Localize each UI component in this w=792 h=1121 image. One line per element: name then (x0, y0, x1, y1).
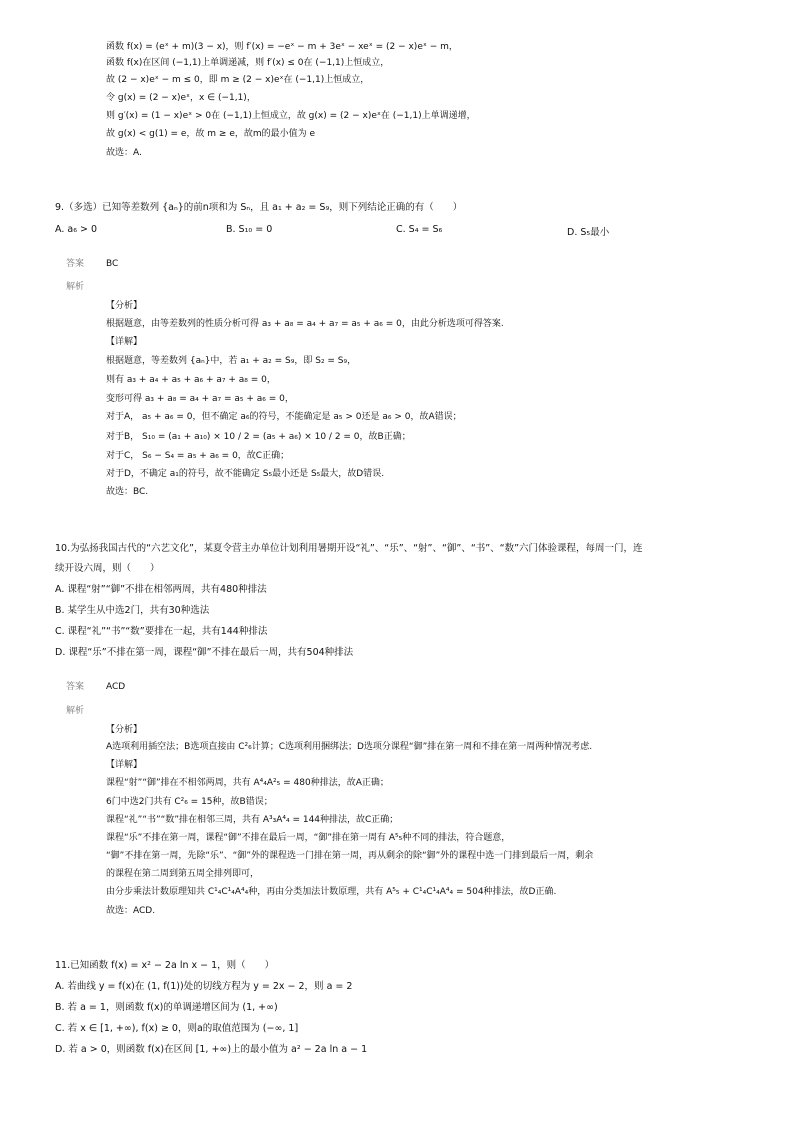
question-9-stem: 9.（多选）已知等差数列 {aₙ}的前n项和为 Sₙ，且 a₁ + a₂ = S₉，则下列结论正确的有（ ） (55, 202, 463, 213)
question-10-option-d: D. 课程“乐”不排在第一周，课程“御”不排在最后一周，共有504种排法 (55, 647, 354, 658)
prelude-line: 函数 f(x)在区间 (−1,1)上单调递减，则 f′(x) ≤ 0在 (−1,1)上恒成立， (106, 58, 390, 68)
solution-line: 故选：BC. (106, 487, 149, 497)
solution-line: 根据题意，由等差数列的性质分析可得 a₃ + a₈ = a₄ + a₇ = a₅ + a₆ = 0，由此分析选项可得答案. (106, 319, 504, 329)
solution-line: “御”不排在第一周，先除“乐”、“御”外的课程选一门排在第一周，再从剩余的除“御”外的课程中选一门排到最后一周，剩余 (106, 851, 594, 861)
question-10-answer: ACD (106, 682, 126, 692)
solution-line: 【详解】 (106, 760, 143, 770)
solution-line: 故选：ACD. (106, 906, 156, 916)
question-10-stem-cont: 续开设六周，则（ ） (55, 563, 160, 574)
question-9-option-c: C. S₄ = S₆ (396, 224, 443, 235)
question-11-option-d: D. 若 a > 0，则函数 f(x)在区间 [1, +∞)上的最小值为 a² − 2a ln a − 1 (55, 1044, 368, 1055)
analysis-label: 解析 (66, 706, 85, 716)
solution-line: 课程“射”“御”排在不相邻两周，共有 A⁴₄A²₅ = 480种排法，故A正确； (106, 778, 389, 788)
solution-line: 【分析】 (106, 725, 143, 735)
solution-line: 【详解】 (106, 337, 143, 347)
question-11-option-b: B. 若 a = 1，则函数 f(x)的单调递增区间为 (1, +∞) (55, 1002, 278, 1013)
solution-line: 6门中选2门共有 C²₆ = 15种，故B错误； (106, 797, 273, 807)
solution-line: 对于B， S₁₀ = (a₁ + a₁₀) × 10 / 2 = (a₅ + a₆) × 10 / 2 = 0，故B正确； (106, 432, 411, 442)
prelude-line: 故 (2 − x)eˣ − m ≤ 0，即 m ≥ (2 − x)eˣ在 (−1,1)上恒成立， (106, 75, 370, 85)
prelude-line: 函数 f(x) = (eˣ + m)(3 − x)，则 f′(x) = −eˣ − m + 3eˣ − xeˣ = (2 − x)eˣ − m， (106, 42, 458, 52)
question-9-option-a: A. a₆ > 0 (55, 224, 98, 235)
solution-line: 由分步乘法计数原理知共 C¹₄C¹₄A⁴₄种，再由分类加法计数原理，共有 A⁵₅ + C¹₄C¹₄A⁴₄ = 504种排法，故D正确. (106, 887, 557, 897)
solution-line: 对于C， S₆ − S₄ = a₅ + a₆ = 0，故C正确； (106, 451, 290, 461)
solution-line: A选项利用插空法；B选项直接由 C²₆计算；C选项利用捆绑法；D选项分课程“御”排在第一周和不排在第一周两种情况考虑. (106, 742, 593, 752)
solution-line: 课程“礼”“书”“数”排在相邻三周，共有 A³₃A⁴₄ = 144种排法，故C正确； (106, 815, 399, 825)
solution-line: 则有 a₃ + a₄ + a₅ + a₆ + a₇ + a₈ = 0， (106, 375, 276, 385)
question-10-stem: 10.为弘扬我国古代的“六艺文化”，某夏令营主办单位计划利用暑期开设“礼”、“乐”、“射”、“御”、“书”、“数”六门体验课程，每周一门，连 (55, 543, 643, 554)
question-11-stem: 11.已知函数 f(x) = x² − 2a ln x − 1，则（ ） (55, 960, 275, 971)
solution-line: 根据题意，等差数列 {aₙ}中，若 a₁ + a₂ = S₉，即 S₂ = S₉， (106, 356, 357, 366)
question-10-option-c: C. 课程“礼”“书”“数”要排在一起，共有144种排法 (55, 626, 268, 637)
solution-line: 对于A， a₅ + a₆ = 0，但不确定 a₆的符号，不能确定是 a₅ > 0还是 a₆ > 0，故A错误； (106, 412, 462, 422)
prelude-line: 则 g′(x) = (1 − x)eˣ > 0在 (−1,1)上恒成立，故 g(x) = (2 − x)eˣ在 (−1,1)上单调递增， (106, 111, 476, 121)
prelude-line: 故选：A. (106, 148, 142, 158)
question-9-option-d: D. S₅最小 (567, 227, 610, 238)
solution-line: 【分析】 (106, 301, 143, 311)
solution-line: 的课程在第二周到第五周全排列即可， (106, 869, 260, 879)
solution-line: 课程“乐”不排在第一周，课程“御”不排在最后一周，“御”排在第一周有 A⁵₅种不同的排法，符合题意， (106, 833, 511, 843)
question-9-option-b: B. S₁₀ = 0 (226, 224, 273, 235)
question-11-option-a: A. 若曲线 y = f(x)在 (1, f(1))处的切线方程为 y = 2x − 2，则 a = 2 (55, 981, 353, 992)
prelude-line: 故 g(x) < g(1) = e，故 m ≥ e，故m的最小值为 e (106, 129, 316, 139)
answer-label: 答案 (66, 259, 85, 269)
question-11-option-c: C. 若 x ∈ [1, +∞), f(x) ≥ 0，则a的取值范围为 (−∞, 1] (55, 1023, 299, 1034)
prelude-line: 令 g(x) = (2 − x)eˣ，x ∈ (−1,1)， (106, 93, 256, 103)
answer-label: 答案 (66, 682, 85, 692)
question-10-option-b: B. 某学生从中选2门，共有30种选法 (55, 605, 210, 616)
question-9-answer: BC (106, 259, 119, 269)
solution-line: 变形可得 a₃ + a₈ = a₄ + a₇ = a₅ + a₆ = 0， (106, 394, 294, 404)
question-10-option-a: A. 课程“射”“御”不排在相邻两周，共有480种排法 (55, 584, 267, 595)
solution-line: 对于D，不确定 a₁的符号，故不能确定 S₅最小还是 S₅最大，故D错误. (106, 469, 385, 479)
analysis-label: 解析 (66, 282, 85, 292)
